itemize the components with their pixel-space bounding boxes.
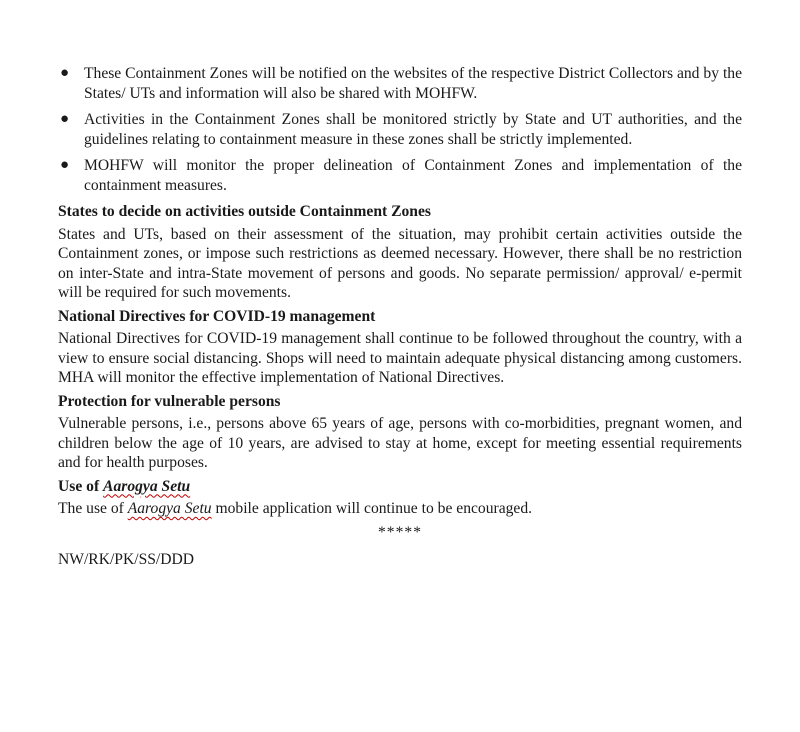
body-prefix: The use of [58,500,128,517]
bullet-text: Activities in the Containment Zones shall be monitored strictly by State and UT authorities, and the guidelines relating to containment measure in these zones shall be strictly implemented. [84,111,742,148]
reference-code: NW/RK/PK/SS/DDD [58,551,195,568]
body-suffix: mobile application will continue to be encouraged. [211,500,533,517]
bullet-text: These Containment Zones will be notified on the websites of the respective District Collectors and by the States/ UTs and information will also be shared with MOHFW. [84,65,742,102]
list-item [58,156,742,195]
section-heading-national-directives: National Directives for COVID-19 management [58,307,376,325]
bullet-text: MOHFW will monitor the proper delineation of Containment Zones and implementation of the containment measures. [84,157,742,194]
document-page [58,64,742,570]
section-heading-vulnerable-persons: Protection for vulnerable persons [58,392,281,410]
section-body-vulnerable-persons: Vulnerable persons, i.e., persons above 65 years of age, persons with co-morbidities, pregnant women, and children below the age of 10 years, are advised to stay at home, except for meeting essential requirements and for health purposes. [58,415,742,471]
heading-prefix: Use of [58,477,104,495]
section-body-aarogya-setu [58,499,742,519]
section-heading-aarogya-setu [58,477,742,497]
bullet-icon: ● [60,65,70,81]
app-name: Aarogya Setu [127,500,212,517]
app-name: Aarogya Setu [103,477,191,495]
list-item [58,110,742,149]
section-body-outside-zones: States and UTs, based on their assessment of the situation, may prohibit certain activities outside the Containment zones, or impose such restrictions as deemed necessary. However, there shall be no restriction on inter-State and intra-State movement of persons and goods. No separate permission/ approval/ e-permit will be required for such movements. [58,225,742,301]
section-heading-outside-zones: States to decide on activities outside Containment Zones [58,203,431,220]
bullet-list [58,64,742,195]
section-body-national-directives: National Directives for COVID-19 management shall continue to be followed throughout the country, with a view to ensure social distancing. Shops will need to maintain adequate physical distancing among customers. MHA will monitor the effective implementation of National Directives. [58,330,742,386]
separator: ***** [378,523,422,541]
bullet-icon: ● [60,111,70,127]
bullet-icon: ● [60,157,70,173]
list-item [58,64,742,103]
